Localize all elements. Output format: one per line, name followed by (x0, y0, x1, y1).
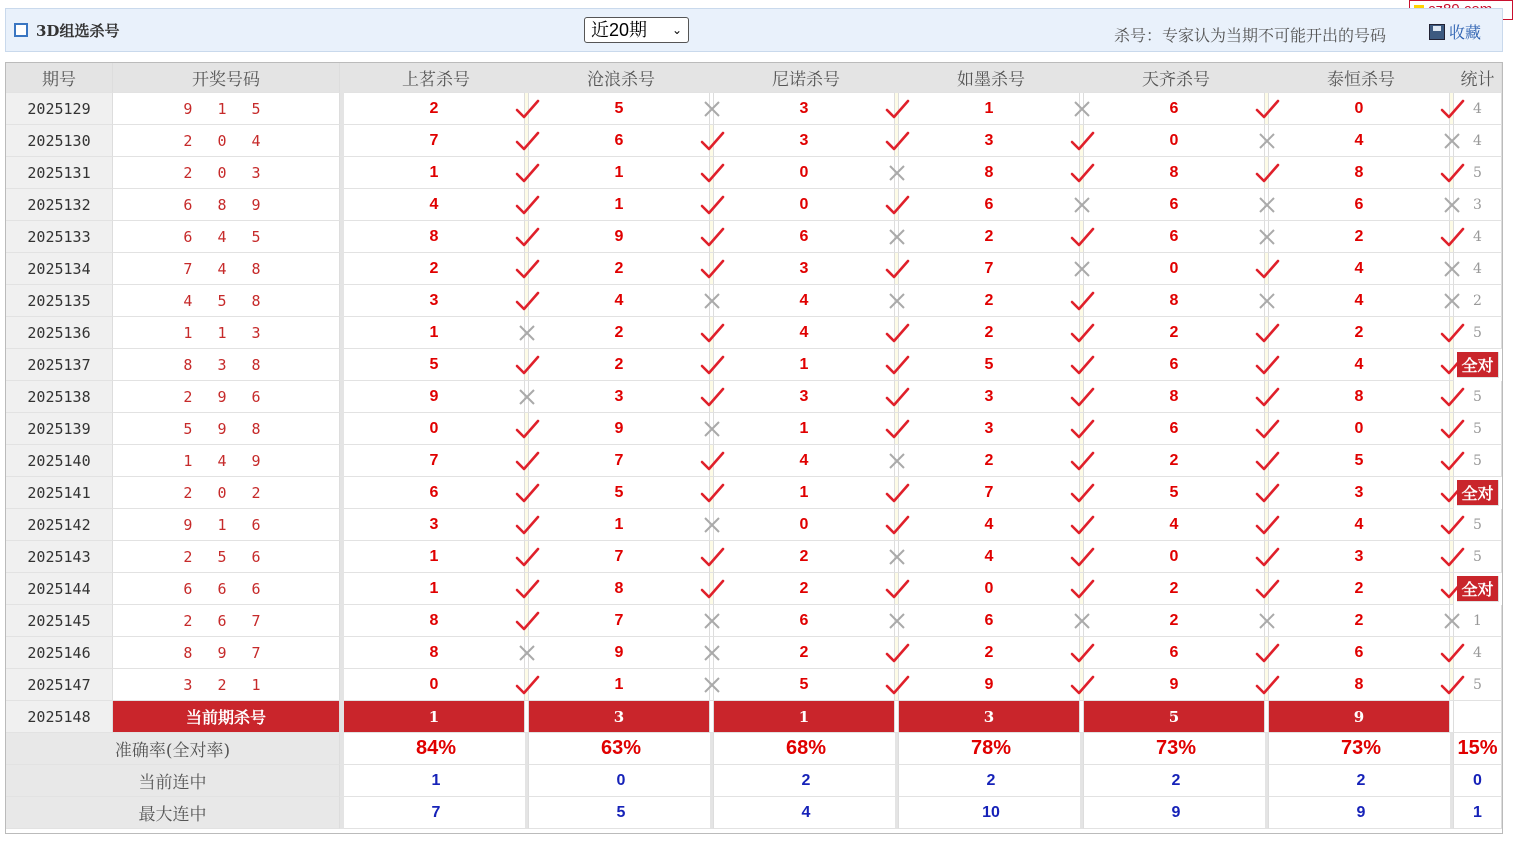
kill-number-cell: 0 (344, 413, 525, 445)
all-correct-badge: 全对 (1457, 576, 1499, 602)
kill-number-cell: 0 (1269, 413, 1450, 445)
stat-cell: 1 (1454, 605, 1502, 637)
description-text: 杀号：专家认为当期不可能开出的号码 (1114, 26, 1387, 45)
kill-number-cell: 6 (714, 605, 895, 637)
draw-number-cell: 9 1 5 (113, 93, 340, 125)
accuracy-label: 准确率(全对率) (6, 733, 340, 765)
kill-number-cell: 7 (344, 125, 525, 157)
current-issue-cell: 2025148 (6, 701, 113, 733)
col-header-expert: 天齐杀号 (1084, 63, 1269, 93)
kill-number-cell: 5 (1084, 477, 1265, 509)
issue-cell: 2025147 (6, 669, 113, 701)
kill-number-cell: 8 (1269, 669, 1450, 701)
kill-number-cell: 1 (344, 317, 525, 349)
current-streak-overall: 0 (1454, 765, 1502, 797)
all-correct-badge: 全对 (1457, 352, 1499, 378)
kill-number-cell: 4 (1269, 253, 1450, 285)
kill-number-cell: 1 (899, 93, 1080, 125)
issue-cell: 2025146 (6, 637, 113, 669)
kill-number-cell: 5 (899, 349, 1080, 381)
chevron-down-icon: ⌄ (671, 23, 682, 37)
kill-number-cell: 2 (529, 349, 710, 381)
stat-cell: 5 (1454, 669, 1502, 701)
max-streak-value: 7 (344, 797, 529, 829)
draw-number-cell: 7 4 8 (113, 253, 340, 285)
kill-number-cell: 7 (529, 541, 710, 573)
draw-number-cell: 6 4 5 (113, 221, 340, 253)
draw-number-cell: 2 9 6 (113, 381, 340, 413)
issue-cell: 2025136 (6, 317, 113, 349)
kill-number-cell: 6 (529, 125, 710, 157)
kill-number-cell: 6 (899, 605, 1080, 637)
kill-number-cell: 0 (714, 509, 895, 541)
current-streak-value: 2 (899, 765, 1084, 797)
col-header-expert: 上茗杀号 (344, 63, 529, 93)
kill-number-cell: 6 (1269, 637, 1450, 669)
kill-number-cell: 2 (714, 573, 895, 605)
issue-cell: 2025138 (6, 381, 113, 413)
kill-number-cell: 8 (1269, 157, 1450, 189)
kill-number-cell: 2 (1084, 445, 1265, 477)
kill-number-cell: 2 (344, 253, 525, 285)
kill-number-cell: 6 (1084, 189, 1265, 221)
col-header-stats: 统计 (1454, 63, 1502, 93)
kill-number-cell: 3 (899, 413, 1080, 445)
kill-number-cell: 2 (1269, 317, 1450, 349)
stat-cell: 4 (1454, 125, 1502, 157)
accuracy-value: 78% (899, 733, 1084, 765)
kill-number-cell: 3 (714, 253, 895, 285)
kill-number-cell: 0 (1269, 93, 1450, 125)
kill-number-cell: 0 (714, 157, 895, 189)
kill-number-cell: 2 (1269, 605, 1450, 637)
col-header-expert: 如墨杀号 (899, 63, 1084, 93)
draw-number-cell: 2 0 4 (113, 125, 340, 157)
stat-cell: 5 (1454, 317, 1502, 349)
current-streak-value: 1 (344, 765, 529, 797)
kill-number-cell: 0 (344, 669, 525, 701)
kill-number-cell: 9 (529, 413, 710, 445)
stat-cell: 4 (1454, 93, 1502, 125)
kill-number-cell: 2 (1084, 605, 1265, 637)
kill-number-cell: 8 (344, 637, 525, 669)
stat-cell: 2 (1454, 285, 1502, 317)
kill-number-cell: 2 (344, 93, 525, 125)
max-streak-value: 9 (1269, 797, 1454, 829)
kill-number-cell: 6 (899, 189, 1080, 221)
kill-number-cell: 1 (714, 477, 895, 509)
current-kill-number: 1 (344, 701, 525, 733)
kill-number-cell: 3 (899, 125, 1080, 157)
kill-number-cell: 4 (1269, 285, 1450, 317)
col-header-issue: 期号 (6, 63, 113, 93)
kill-number-cell: 6 (714, 221, 895, 253)
kill-number-cell: 0 (1084, 253, 1265, 285)
current-kill-number: 3 (899, 701, 1080, 733)
col-header-expert: 泰恒杀号 (1269, 63, 1454, 93)
kill-number-cell: 7 (529, 445, 710, 477)
accuracy-value: 73% (1269, 733, 1454, 765)
kill-number-cell: 5 (529, 93, 710, 125)
kill-number-cell: 7 (344, 445, 525, 477)
kill-number-cell: 1 (714, 413, 895, 445)
checkbox-icon[interactable] (14, 23, 28, 37)
kill-number-cell: 1 (344, 573, 525, 605)
kill-number-cell: 4 (1084, 509, 1265, 541)
draw-number-cell: 4 5 8 (113, 285, 340, 317)
max-streak-value: 10 (899, 797, 1084, 829)
kill-number-cell: 8 (1084, 381, 1265, 413)
current-kill-number: 5 (1084, 701, 1265, 733)
kill-number-cell: 9 (899, 669, 1080, 701)
kill-number-cell: 9 (529, 221, 710, 253)
current-kill-number: 3 (529, 701, 710, 733)
max-streak-value: 9 (1084, 797, 1269, 829)
stat-cell: 5 (1454, 413, 1502, 445)
kill-number-cell: 6 (1084, 349, 1265, 381)
kill-number-cell: 2 (1084, 573, 1265, 605)
issue-cell: 2025129 (6, 93, 113, 125)
kill-number-cell: 3 (714, 125, 895, 157)
kill-number-cell: 1 (344, 541, 525, 573)
kill-number-cell: 4 (344, 189, 525, 221)
issue-cell: 2025142 (6, 509, 113, 541)
kill-number-cell: 4 (899, 509, 1080, 541)
result-cell (1450, 573, 1454, 605)
issue-cell: 2025144 (6, 573, 113, 605)
kill-number-cell: 8 (1084, 285, 1265, 317)
kill-number-cell: 1 (529, 509, 710, 541)
kill-number-cell: 1 (529, 189, 710, 221)
kill-number-cell: 3 (344, 285, 525, 317)
kill-number-cell: 3 (899, 381, 1080, 413)
kill-number-cell: 6 (1084, 413, 1265, 445)
kill-number-cell: 6 (1084, 93, 1265, 125)
col-header-expert: 沧浪杀号 (529, 63, 714, 93)
stat-cell: 5 (1454, 381, 1502, 413)
issue-cell: 2025145 (6, 605, 113, 637)
draw-number-cell: 6 6 6 (113, 573, 340, 605)
col-header-expert: 尼诺杀号 (714, 63, 899, 93)
issue-cell: 2025140 (6, 445, 113, 477)
kill-number-cell: 6 (1084, 221, 1265, 253)
issue-cell: 2025131 (6, 157, 113, 189)
max-streak-label: 最大连中 (6, 797, 340, 829)
kill-number-cell: 5 (1269, 445, 1450, 477)
issue-cell: 2025139 (6, 413, 113, 445)
kill-number-cell: 7 (899, 253, 1080, 285)
draw-number-cell: 6 8 9 (113, 189, 340, 221)
current-kill-label: 当前期杀号 (113, 701, 340, 733)
kill-number-cell: 0 (714, 189, 895, 221)
draw-number-cell: 2 0 3 (113, 157, 340, 189)
current-kill-number: 1 (714, 701, 895, 733)
kill-number-cell: 2 (899, 445, 1080, 477)
current-streak-value: 2 (1084, 765, 1269, 797)
save-icon (1429, 24, 1445, 40)
kill-number-cell: 3 (1269, 541, 1450, 573)
kill-number-cell: 4 (1269, 125, 1450, 157)
result-cell (1450, 349, 1454, 381)
kill-number-cell: 5 (344, 349, 525, 381)
kill-number-cell: 1 (529, 157, 710, 189)
kill-number-cell: 2 (1084, 317, 1265, 349)
accuracy-value: 84% (344, 733, 529, 765)
stat-cell: 5 (1454, 445, 1502, 477)
kill-number-cell: 6 (1269, 189, 1450, 221)
kill-number-cell: 2 (1269, 573, 1450, 605)
kill-number-cell: 0 (899, 573, 1080, 605)
stat-cell: 5 (1454, 509, 1502, 541)
kill-number-cell: 9 (529, 637, 710, 669)
kill-number-cell: 5 (714, 669, 895, 701)
kill-number-cell: 3 (344, 509, 525, 541)
stat-cell: 4 (1454, 221, 1502, 253)
kill-number-cell: 4 (1269, 509, 1450, 541)
draw-number-cell: 8 9 7 (113, 637, 340, 669)
draw-number-cell: 5 9 8 (113, 413, 340, 445)
current-stat-cell (1454, 701, 1502, 733)
kill-number-cell: 3 (714, 381, 895, 413)
max-streak-value: 4 (714, 797, 899, 829)
draw-number-cell: 2 5 6 (113, 541, 340, 573)
favorite-label: 收藏 (1449, 23, 1482, 42)
draw-number-cell: 1 4 9 (113, 445, 340, 477)
kill-number-cell: 8 (529, 573, 710, 605)
issue-cell: 2025135 (6, 285, 113, 317)
kill-number-cell: 8 (344, 221, 525, 253)
stat-cell: 4 (1454, 253, 1502, 285)
col-header-draw: 开奖号码 (113, 63, 340, 93)
kill-number-cell: 4 (529, 285, 710, 317)
kill-number-cell: 2 (714, 541, 895, 573)
kill-number-cell: 1 (714, 349, 895, 381)
issue-cell: 2025132 (6, 189, 113, 221)
current-streak-value: 2 (1269, 765, 1454, 797)
kill-number-cell: 3 (1269, 477, 1450, 509)
issue-cell: 2025133 (6, 221, 113, 253)
issue-cell: 2025143 (6, 541, 113, 573)
favorite-link[interactable] (1429, 20, 1481, 43)
period-select-value: 近20期 (591, 20, 648, 40)
kill-number-cell: 0 (1084, 541, 1265, 573)
current-streak-label: 当前连中 (6, 765, 340, 797)
kill-number-cell: 9 (1084, 669, 1265, 701)
issue-cell: 2025130 (6, 125, 113, 157)
kill-number-cell: 7 (529, 605, 710, 637)
kill-number-cell: 4 (899, 541, 1080, 573)
stat-cell: 3 (1454, 189, 1502, 221)
kill-number-cell: 8 (899, 157, 1080, 189)
top-toolbar (5, 8, 1503, 52)
stat-cell: 5 (1454, 541, 1502, 573)
kill-number-cell: 2 (529, 317, 710, 349)
draw-number-cell: 3 2 1 (113, 669, 340, 701)
issue-cell: 2025141 (6, 477, 113, 509)
max-streak-overall: 1 (1454, 797, 1502, 829)
kill-number-cell: 9 (344, 381, 525, 413)
stat-cell: 5 (1454, 157, 1502, 189)
kill-number-cell: 4 (714, 445, 895, 477)
kill-number-cell: 5 (529, 477, 710, 509)
kill-number-cell: 6 (1084, 637, 1265, 669)
kill-number-cell: 1 (344, 157, 525, 189)
kill-number-cell: 2 (714, 637, 895, 669)
draw-number-cell: 8 3 8 (113, 349, 340, 381)
current-kill-number: 9 (1269, 701, 1450, 733)
accuracy-value: 73% (1084, 733, 1269, 765)
kill-number-cell: 4 (1269, 349, 1450, 381)
kill-number-cell: 3 (529, 381, 710, 413)
kill-number-cell: 6 (344, 477, 525, 509)
period-select[interactable] (584, 17, 689, 43)
max-streak-value: 5 (529, 797, 714, 829)
kill-number-cell: 8 (1269, 381, 1450, 413)
stat-cell: 4 (1454, 637, 1502, 669)
result-cell (1450, 477, 1454, 509)
accuracy-overall: 15% (1454, 733, 1502, 765)
kill-number-cell: 2 (529, 253, 710, 285)
kill-number-cell: 2 (1269, 221, 1450, 253)
kill-number-cell: 1 (529, 669, 710, 701)
draw-number-cell: 9 1 6 (113, 509, 340, 541)
page-title: 3D组选杀号 (36, 22, 120, 40)
issue-cell: 2025134 (6, 253, 113, 285)
kill-number-cell: 2 (899, 285, 1080, 317)
draw-number-cell: 2 0 2 (113, 477, 340, 509)
issue-cell: 2025137 (6, 349, 113, 381)
accuracy-value: 68% (714, 733, 899, 765)
kill-number-cell: 2 (899, 637, 1080, 669)
draw-number-cell: 1 1 3 (113, 317, 340, 349)
kill-number-table (5, 62, 1503, 834)
draw-number-cell: 2 6 7 (113, 605, 340, 637)
kill-number-cell: 0 (1084, 125, 1265, 157)
kill-number-cell: 2 (899, 317, 1080, 349)
kill-number-cell: 8 (1084, 157, 1265, 189)
kill-number-cell: 2 (899, 221, 1080, 253)
kill-number-cell: 4 (714, 317, 895, 349)
all-correct-badge: 全对 (1457, 480, 1499, 506)
kill-number-cell: 3 (714, 93, 895, 125)
kill-number-cell: 8 (344, 605, 525, 637)
accuracy-value: 63% (529, 733, 714, 765)
kill-number-cell: 7 (899, 477, 1080, 509)
current-streak-value: 0 (529, 765, 714, 797)
current-streak-value: 2 (714, 765, 899, 797)
kill-number-cell: 4 (714, 285, 895, 317)
